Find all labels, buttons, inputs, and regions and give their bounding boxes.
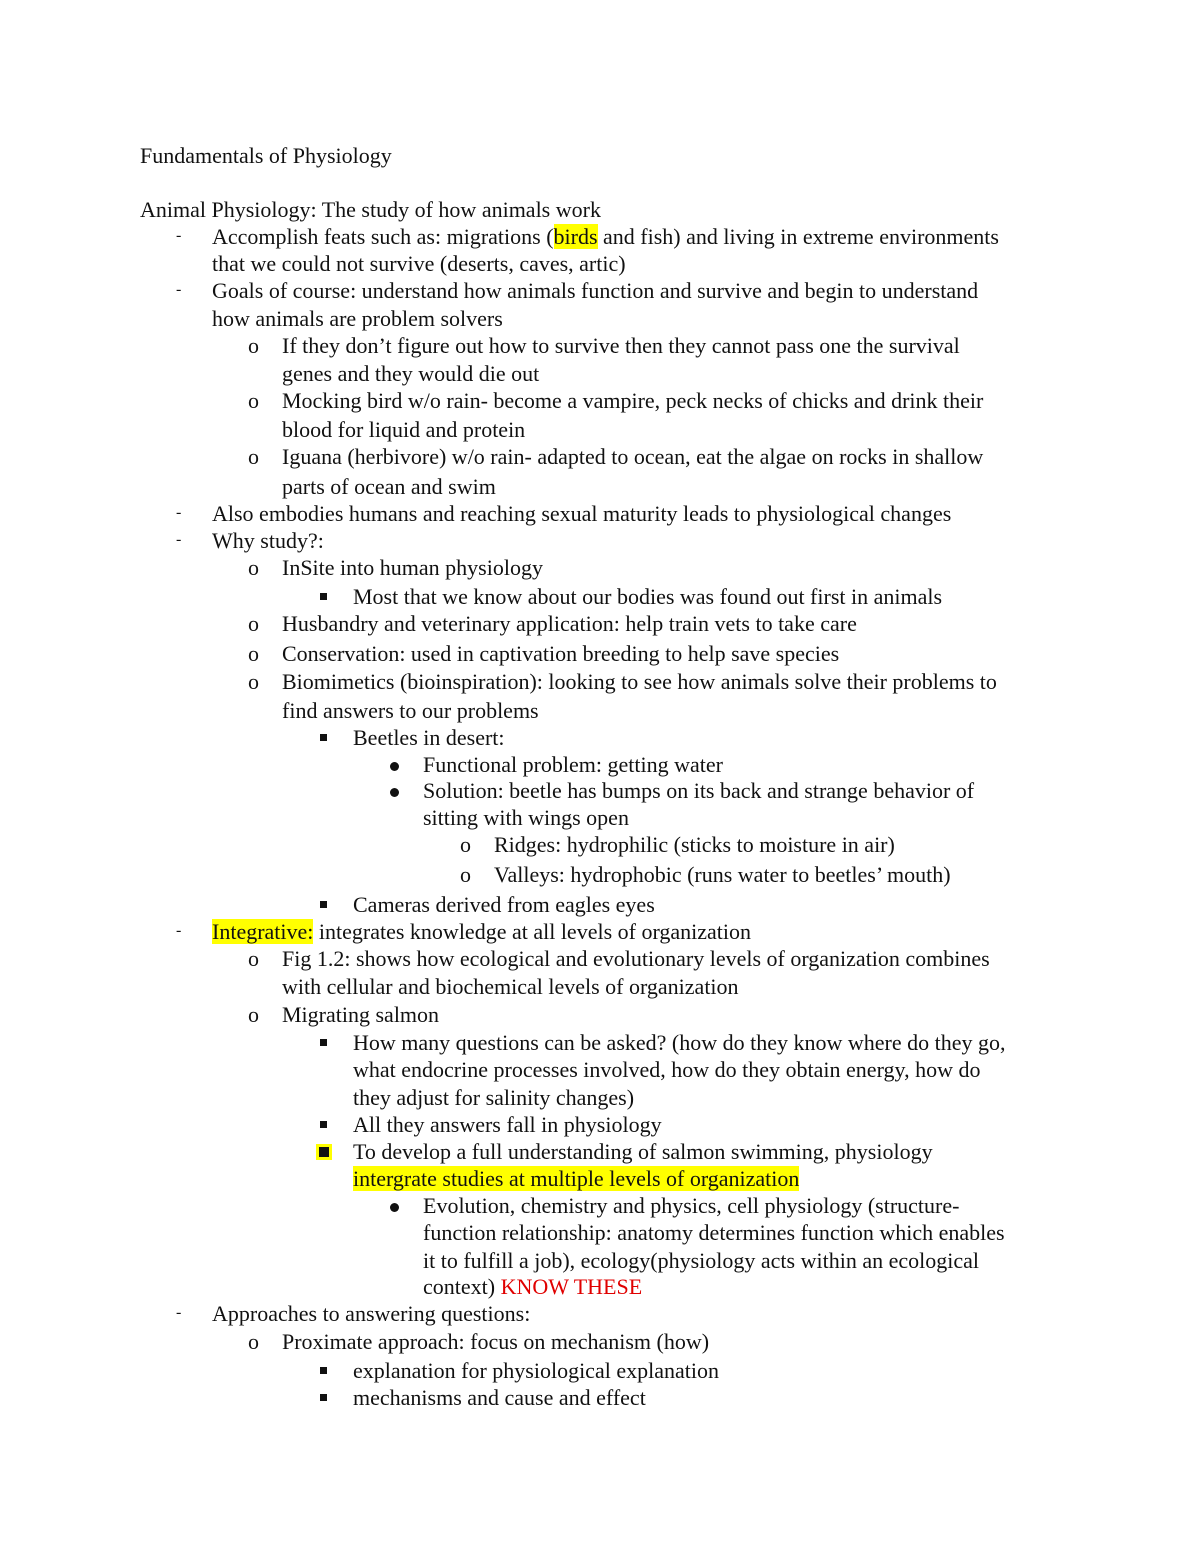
list-item-continuation: they adjust for salinity changes) [353, 1085, 635, 1110]
square-bullet [320, 734, 327, 741]
list-item-continuation: sitting with wings open [423, 805, 629, 830]
dot-bullet [390, 788, 399, 797]
circle-bullet: o [248, 333, 259, 358]
circle-bullet: o [460, 832, 471, 857]
list-item: Migrating salmon [282, 1002, 440, 1027]
list-item: Evolution, chemistry and physics, cell physiology (structure- [423, 1193, 960, 1218]
square-bullet [320, 1039, 327, 1046]
section-heading: Animal Physiology: The study of how animals work [140, 197, 601, 222]
list-item-continuation: find answers to our problems [282, 698, 539, 723]
square-bullet [320, 593, 327, 600]
list-item-continuation: it to fulfill a job), ecology(physiology acts within an ecological [423, 1248, 979, 1273]
list-item-continuation: blood for liquid and protein [282, 417, 526, 442]
list-item: Iguana (herbivore) w/o rain- adapted to ocean, eat the algae on rocks in shallow [282, 444, 984, 469]
list-item: Proximate approach: focus on mechanism (how) [282, 1329, 710, 1354]
list-item: mechanisms and cause and effect [353, 1385, 646, 1410]
list-item: Functional problem: getting water [423, 752, 723, 777]
circle-bullet: o [248, 444, 259, 469]
text-segment: Accomplish feats such as: migrations ( [212, 224, 554, 249]
list-item-continuation: genes and they would die out [282, 361, 540, 386]
list-item: Biomimetics (bioinspiration): looking to see how animals solve their problems to [282, 669, 997, 694]
dash-bullet: - [176, 922, 182, 939]
square-bullet [320, 1121, 327, 1128]
dot-bullet [390, 762, 399, 771]
list-item: To develop a full understanding of salmon swimming, physiology [353, 1139, 933, 1164]
list-item: If they don’t figure out how to survive then they cannot pass one the survival [282, 333, 960, 358]
circle-bullet: o [460, 862, 471, 887]
list-item: Why study?: [212, 528, 324, 553]
circle-bullet: o [248, 611, 259, 636]
list-item-continuation: parts of ocean and swim [282, 474, 496, 499]
text-segment: and fish) and living in extreme environments [597, 224, 999, 249]
list-item: InSite into human physiology [282, 555, 543, 580]
list-item: Approaches to answering questions: [212, 1301, 531, 1326]
document-title: Fundamentals of Physiology [140, 143, 392, 168]
highlighted-text: intergrate studies at multiple levels of organization [353, 1166, 800, 1191]
highlighted-text: birds [553, 224, 598, 249]
circle-bullet: o [248, 641, 259, 666]
square-bullet [320, 901, 327, 908]
list-item: Valleys: hydrophobic (runs water to beetles’ mouth) [494, 862, 951, 887]
dash-bullet: - [176, 1304, 182, 1321]
list-item-continuation [423, 1274, 642, 1300]
circle-bullet: o [248, 669, 259, 694]
circle-bullet: o [248, 1329, 259, 1354]
dot-bullet [390, 1203, 399, 1212]
list-item-continuation: function relationship: anatomy determines function which enables [423, 1220, 1005, 1245]
list-item: Mocking bird w/o rain- become a vampire, peck necks of chicks and drink their [282, 388, 984, 413]
list-item: Goals of course: understand how animals function and survive and begin to understand [212, 278, 979, 303]
dash-bullet: - [176, 504, 182, 521]
list-item-continuation: with cellular and biochemical levels of organization [282, 974, 739, 999]
list-item: explanation for physiological explanation [353, 1358, 719, 1383]
square-bullet [320, 1394, 327, 1401]
list-item: All they answers fall in physiology [353, 1112, 662, 1137]
list-item: Ridges: hydrophilic (sticks to moisture in air) [494, 832, 895, 857]
list-item [212, 919, 751, 945]
list-item-continuation: that we could not survive (deserts, caves, artic) [212, 251, 626, 276]
circle-bullet: o [248, 555, 259, 580]
highlighted-square-bullet [319, 1147, 329, 1157]
list-item [212, 224, 999, 250]
list-item: Also embodies humans and reaching sexual maturity leads to physiological changes [212, 501, 952, 526]
dash-bullet: - [176, 227, 182, 244]
list-item: How many questions can be asked? (how do they know where do they go, [353, 1030, 1006, 1055]
square-bullet [320, 1367, 327, 1374]
dash-bullet: - [176, 281, 182, 298]
text-segment: context) [423, 1274, 501, 1299]
highlighted-text: Integrative: [212, 919, 314, 944]
list-item: Husbandry and veterinary application: help train vets to take care [282, 611, 857, 636]
circle-bullet: o [248, 388, 259, 413]
circle-bullet: o [248, 1002, 259, 1027]
list-item: Cameras derived from eagles eyes [353, 892, 655, 917]
list-item: Fig 1.2: shows how ecological and evolutionary levels of organization combines [282, 946, 990, 971]
list-item: Most that we know about our bodies was found out first in animals [353, 584, 943, 609]
list-item-continuation [353, 1166, 799, 1192]
emphasis-text: KNOW THESE [500, 1274, 643, 1299]
list-item-continuation: how animals are problem solvers [212, 306, 503, 331]
list-item: Conservation: used in captivation breeding to help save species [282, 641, 840, 666]
list-item-continuation: what endocrine processes involved, how do they obtain energy, how do [353, 1057, 981, 1082]
text-segment: integrates knowledge at all levels of organization [313, 919, 752, 944]
circle-bullet: o [248, 946, 259, 971]
list-item: Beetles in desert: [353, 725, 505, 750]
dash-bullet: - [176, 531, 182, 548]
list-item: Solution: beetle has bumps on its back and strange behavior of [423, 778, 975, 803]
